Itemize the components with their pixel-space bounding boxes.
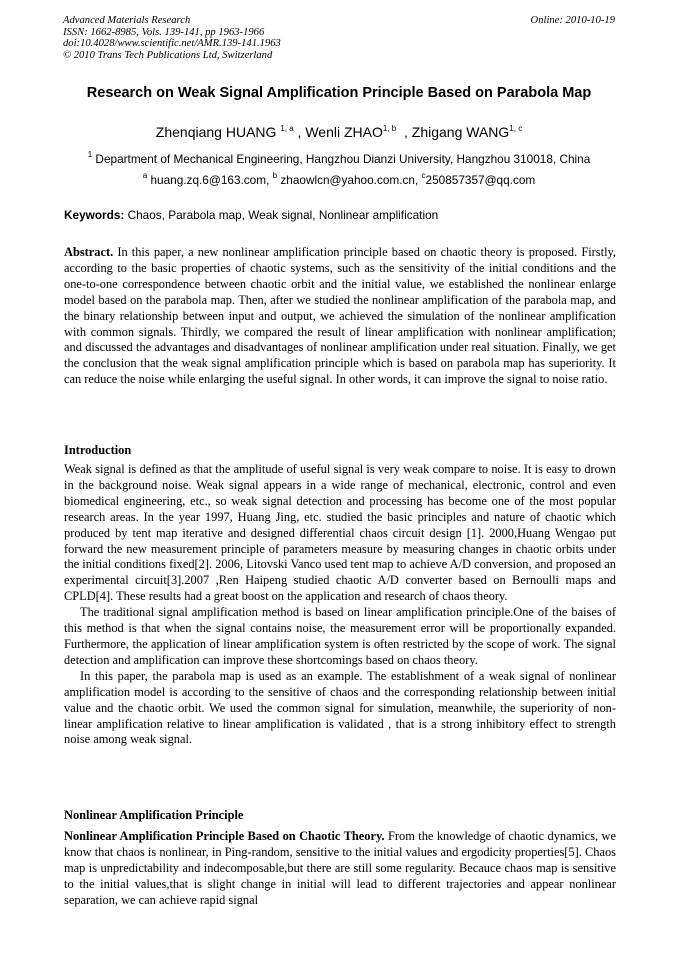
section-heading-introduction: Introduction: [64, 443, 132, 457]
nonlinear-body: [64, 829, 616, 909]
author-name: Zhenqiang HUANG: [155, 124, 277, 140]
email-address: 250857357@qq.com: [425, 173, 536, 187]
paragraph: Weak signal is defined as that the amplitude of useful signal is very weak compare to noise. It is easy to drown in the background noise. Weak signal appears in a wide range of mechanical, electronic, control and even biomedical engineering, etc., so weak signal detection and processing has become one of the most popular research areas. In the year 1997, Huang Jing, etc. studied the basic principles and nature of chaotic which produced by tent map iterative and designed differential chaos circuit design [1]. 2000,Huang Wengao put forward the new measurement principle of parameters measure by measuring changes in chaotic orbits under the initial conditions fixed[2]. 2006, Litovski Vanco used tent map to achieve A/D conversion, and proposed an experimental circuit[3].2007 ,Ren Haipeng studied chaotic A/D converter based on Bernoulli maps and CPLD[4]. These results had a great boost on the application and research of chaos theory.: [64, 462, 616, 604]
issn-line: ISSN: 1662-8985, Vols. 139-141, pp 1963-1966: [63, 26, 265, 38]
journal-name: Advanced Materials Research: [63, 15, 191, 26]
email-superscript: a: [142, 171, 148, 180]
section-heading-nonlinear: Nonlinear Amplification Principle: [64, 808, 244, 822]
online-date: Online: 2010-10-19: [530, 15, 615, 26]
email-address: huang.zq.6@163.com,: [150, 173, 273, 187]
doi-line: doi:10.4028/www.scientific.net/AMR.139-141.1963: [63, 38, 281, 50]
affiliation-superscript: 1: [87, 150, 93, 159]
abstract-text: In this paper, a new nonlinear amplification principle based on chaotic theory is proposed. Firstly, according to the basic properties of chaotic systems, such as the sensitivity of the initial conditions and the one-to-one correspondence between chaotic orbit and the initial value, we established the nonlinear enlarge model based on the parabola map. Then, after we studied the nonlinear amplification of the parabola map, and the binary relationship between input and output, we achieved the simulation of the nonlinear amplification with common signals. Thirdly, we compared the result of linear amplification with nonlinear amplification; and discussed the advantages and disadvantages of nonlinear amplification under real situation. Finally, we get the conclusion that the weak signal amplification principle which is based on parabola map has superiority. It can reduce the noise while enlarging the useful signal. In other words, it can improve the signal to noise ratio.: [64, 245, 616, 387]
paragraph: [64, 829, 616, 909]
author-name: Wenli ZHAO: [305, 124, 383, 140]
abstract: [64, 245, 616, 388]
email-superscript: c: [421, 171, 426, 180]
journal-header: [63, 15, 615, 61]
author-name: Zhigang WANG: [411, 124, 510, 140]
subsection-heading: Nonlinear Amplification Principle Based on Chaotic Theory.: [64, 829, 385, 843]
introduction-body: [64, 462, 616, 748]
keywords-text: Chaos, Parabola map, Weak signal, Nonlinear amplification: [124, 208, 439, 222]
author-superscript: 1, b: [382, 124, 397, 133]
email-address: zhaowlcn@yahoo.com.cn,: [280, 173, 422, 187]
email-superscript: b: [272, 171, 278, 180]
abstract-label: Abstract.: [64, 245, 114, 259]
email-list: [64, 173, 614, 187]
author-separator: ,: [293, 124, 306, 140]
paragraph-text: From the knowledge of chaotic dynamics, we know that chaos is nonlinear, in Ping-random, sensitive to the initial values and ergodicity properties[5]. Chaos map is unpredictability and indecomposable,but there are still some regularity. Becauce chaos map is sensitive to the initial values,that is slight change in initial will lead to different trajectories and appear nonlinear separation, we can achieve rapid signal: [64, 829, 616, 907]
author-separator: ,: [400, 124, 412, 140]
keywords-label: Keywords:: [64, 208, 125, 222]
author-superscript: 1, c: [509, 124, 523, 133]
paper-title: Research on Weak Signal Amplification Principle Based on Parabola Map: [86, 85, 592, 101]
paragraph: In this paper, the parabola map is used as an example. The establishment of a weak signal of nonlinear amplification model is according to the sensitive of chaos and the corresponding relationship between initial value and the chaotic orbit. We used the common signal for simulation, meanwhile, the superiority of non-linear amplification relative to linear amplification is validated , that is a strong inhibitory effect to strength noise among weak signal.: [64, 668, 616, 747]
affiliation: [64, 152, 614, 166]
copyright-line: © 2010 Trans Tech Publications Ltd, Switzerland: [63, 49, 273, 61]
author-list: [64, 124, 614, 140]
affiliation-text: Department of Mechanical Engineering, Hangzhou Dianzi University, Hangzhou 310018, China: [95, 152, 591, 166]
paragraph: The traditional signal amplification method is based on linear amplification principle.One of the baises of this method is that when the signal contains noise, the measurement error will be proportionally expanded. Furthermore, the application of linear amplification system is often restricted by the scope of work. The signal detection and amplification can improve these shortcomings based on chaos theory.: [64, 605, 616, 667]
author-superscript: 1, a: [280, 124, 294, 133]
keywords: [64, 208, 616, 222]
